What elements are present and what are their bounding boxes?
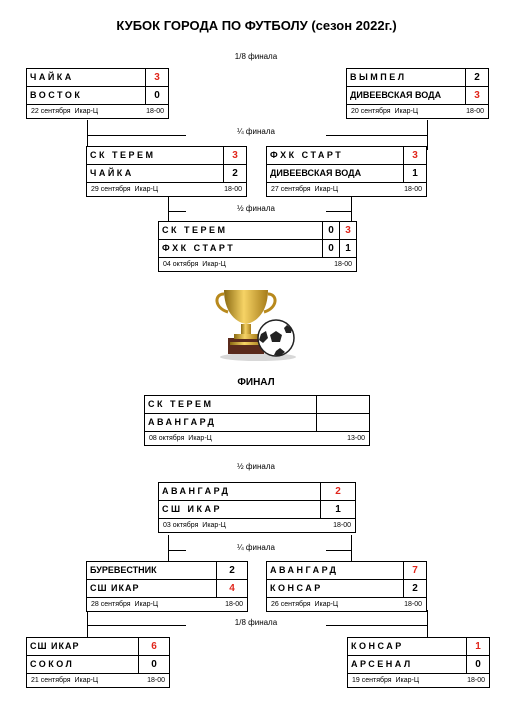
team-name: ФХК СТАРТ [270, 150, 344, 160]
match-card-sf-2 [158, 482, 356, 533]
team-row [347, 87, 488, 105]
team-name: СК ТЕРЕМ [90, 150, 156, 160]
team-row [267, 165, 426, 183]
match-info [159, 519, 355, 532]
match-info [267, 598, 426, 611]
connector-line [427, 120, 428, 150]
stage-label-qf-top: ¼ финала [186, 127, 326, 136]
team-row [87, 147, 246, 165]
match-time: 18-00 [334, 261, 352, 268]
team-score: 2 [465, 69, 488, 86]
team-score: 0 [138, 656, 169, 673]
team-row [145, 414, 369, 432]
team-name: ДИВЕЕВСКАЯ ВОДА [350, 90, 442, 100]
match-info [145, 432, 369, 445]
match-info [348, 674, 489, 687]
match-venue: Икар-Ц [314, 186, 339, 193]
team-row [159, 222, 356, 240]
team-name: СШ ИКАР [162, 504, 223, 514]
connector-line [351, 195, 352, 222]
team-score [316, 414, 369, 431]
team-score [316, 396, 369, 413]
connector-line [351, 535, 352, 562]
match-card-r16-3 [26, 637, 170, 688]
match-date: 04 октября [163, 261, 199, 268]
team-row [159, 483, 355, 501]
team-row [267, 580, 426, 598]
team-score: 2 [403, 580, 426, 597]
match-venue: Икар-Ц [188, 435, 212, 442]
stage-label-sf-top: ½ финала [186, 204, 326, 213]
connector-line [168, 535, 169, 562]
team-score: 7 [403, 562, 426, 579]
match-info [347, 105, 488, 118]
team-row [87, 562, 247, 580]
match-date: 26 сентября [271, 601, 311, 608]
team-score-leg1: 0 [322, 222, 339, 239]
match-time: 18-00 [224, 186, 242, 193]
match-venue: Икар-Ц [74, 108, 99, 115]
match-card-qf-1 [86, 146, 247, 197]
team-name: ВОСТОК [30, 90, 83, 100]
team-score: 0 [145, 87, 168, 104]
team-score: 2 [223, 165, 246, 182]
team-score: 3 [465, 87, 488, 104]
stage-label-sf-bottom: ½ финала [237, 462, 275, 471]
team-name: ФХК СТАРТ [162, 243, 236, 253]
match-card-qf-2 [266, 146, 427, 197]
team-name: ДИВЕЕВСКАЯ ВОДА [270, 168, 362, 178]
team-row [159, 501, 355, 519]
team-row [27, 69, 168, 87]
match-time: 18-00 [466, 108, 484, 115]
match-card-qf-3 [86, 561, 248, 612]
trophy-with-football-icon [214, 284, 298, 362]
team-score: 1 [403, 165, 426, 182]
team-row [267, 562, 426, 580]
match-venue: Икар-Ц [202, 522, 226, 529]
match-info [87, 183, 246, 196]
match-time: 18-00 [146, 108, 164, 115]
team-score: 6 [138, 638, 169, 655]
connector-line [168, 195, 169, 222]
connector-line [87, 610, 88, 638]
team-row [348, 656, 489, 674]
team-name: ВЫМПЕЛ [350, 72, 407, 82]
match-card-r16-2 [346, 68, 489, 119]
match-date: 19 сентября [352, 677, 392, 684]
match-date: 29 сентября [91, 186, 131, 193]
team-name: СК ТЕРЕМ [162, 225, 228, 235]
team-score: 4 [216, 580, 247, 597]
match-venue: Икар-Ц [394, 108, 419, 115]
team-name: АВАНГАРД [270, 565, 339, 575]
match-time: 13-00 [347, 435, 365, 442]
team-row [348, 638, 489, 656]
match-card-r16-4 [347, 637, 490, 688]
team-row [27, 87, 168, 105]
team-row [27, 656, 169, 674]
team-row [145, 396, 369, 414]
team-name: СК ТЕРЕМ [148, 399, 214, 409]
match-venue: Икар-Ц [314, 601, 339, 608]
connector-line [427, 610, 428, 638]
team-name: КОНСАР [270, 583, 323, 593]
match-time: 18-00 [147, 677, 165, 684]
team-score-leg1: 0 [322, 240, 339, 257]
team-score: 3 [223, 147, 246, 164]
team-score-leg2: 1 [339, 240, 356, 257]
match-info [267, 183, 426, 196]
team-name: СШ ИКАР [90, 583, 140, 593]
match-date: 03 октября [163, 522, 199, 529]
match-card-r16-1 [26, 68, 169, 119]
match-venue: Икар-Ц [74, 677, 99, 684]
team-name: ЧАЙКА [90, 168, 134, 178]
team-row [159, 240, 356, 258]
team-score: 2 [216, 562, 247, 579]
match-info [27, 674, 169, 687]
match-card-final [144, 395, 370, 446]
team-score-leg2: 3 [339, 222, 356, 239]
match-time: 18-00 [404, 601, 422, 608]
match-card-sf-1 [158, 221, 357, 272]
team-name: СОКОЛ [30, 659, 75, 669]
match-date: 27 сентября [271, 186, 311, 193]
team-score: 3 [145, 69, 168, 86]
team-row [347, 69, 488, 87]
team-row [267, 147, 426, 165]
match-time: 18-00 [225, 601, 243, 608]
match-info [87, 598, 247, 611]
team-row [87, 165, 246, 183]
match-venue: Икар-Ц [134, 186, 159, 193]
match-card-qf-4 [266, 561, 427, 612]
match-date: 20 сентября [351, 108, 391, 115]
match-date: 22 сентября [31, 108, 71, 115]
team-score: 0 [466, 656, 489, 673]
match-time: 18-00 [467, 677, 485, 684]
stage-label-r16-bottom: 1/8 финала [186, 618, 326, 627]
match-time: 18-00 [404, 186, 422, 193]
match-date: 08 октября [149, 435, 185, 442]
match-info [27, 105, 168, 118]
match-info [159, 258, 356, 271]
team-name: БУРЕВЕСТНИК [90, 565, 157, 575]
team-score: 2 [320, 483, 355, 500]
match-venue: Икар-Ц [134, 601, 159, 608]
team-score: 3 [403, 147, 426, 164]
team-score: 1 [320, 501, 355, 518]
match-venue: Икар-Ц [395, 677, 420, 684]
team-score: 1 [466, 638, 489, 655]
team-name: АВАНГАРД [162, 486, 231, 496]
team-name: КОНСАР [351, 641, 404, 651]
stage-label-qf-bottom: ¼ финала [186, 543, 326, 552]
stage-label-r16-top: 1/8 финала [234, 52, 278, 61]
stage-label-final: ФИНАЛ [237, 377, 275, 388]
match-date: 28 сентября [91, 601, 131, 608]
match-venue: Икар-Ц [202, 261, 226, 268]
team-name: АВАНГАРД [148, 417, 217, 427]
team-row [87, 580, 247, 598]
team-name: СШ ИКАР [30, 641, 80, 651]
page-title: КУБОК ГОРОДА ПО ФУТБОЛУ (сезон 2022г.) [116, 18, 397, 33]
team-row [27, 638, 169, 656]
match-date: 21 сентября [31, 677, 71, 684]
match-time: 18-00 [333, 522, 351, 529]
team-name: АРСЕНАЛ [351, 659, 413, 669]
team-name: ЧАЙКА [30, 72, 74, 82]
